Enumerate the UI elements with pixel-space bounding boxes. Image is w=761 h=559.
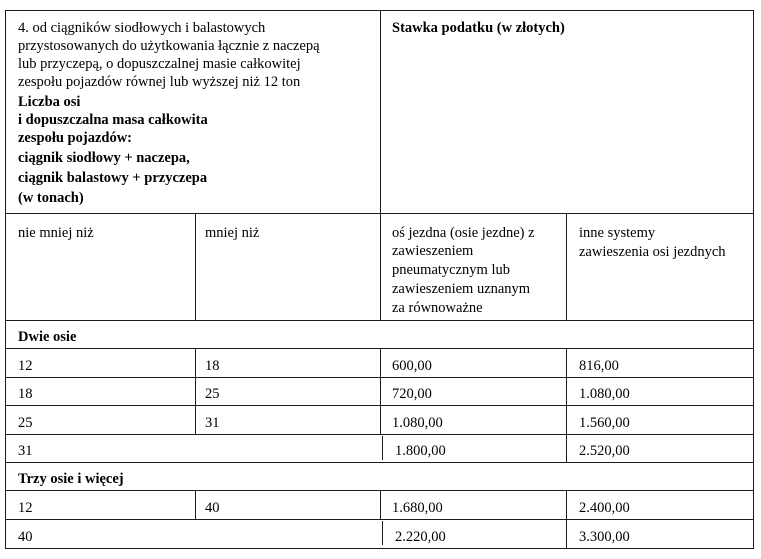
axles-heading-line: zespołu pojazdów: xyxy=(18,130,132,146)
grid-line xyxy=(380,10,381,320)
cell-min: 12 xyxy=(18,358,33,374)
intro-line: zespołu pojazdów równej lub wyższej niż 12 ton xyxy=(18,74,301,90)
col-other-line: zawieszenia osi jezdnych xyxy=(579,244,726,260)
group-title: Dwie osie xyxy=(18,329,77,345)
intro-line: przystosowanych do użytkowania łącznie z naczepą xyxy=(18,38,320,54)
cell-max: 40 xyxy=(205,500,220,516)
cell-pneumatic: 1.680,00 xyxy=(392,500,443,516)
col-pneumatic-line: za równoważne xyxy=(392,300,483,316)
cell-other: 2.520,00 xyxy=(579,443,630,459)
cell-pneumatic: 600,00 xyxy=(392,358,432,374)
cell-max: 18 xyxy=(205,358,220,374)
col-pneumatic-line: zawieszeniem xyxy=(392,243,474,259)
grid-line xyxy=(566,348,567,462)
grid-line xyxy=(5,548,754,549)
cell-pneumatic: 1.080,00 xyxy=(392,415,443,431)
rate-heading: Stawka podatku (w złotych) xyxy=(392,20,565,36)
cell-pneumatic: 720,00 xyxy=(392,386,432,402)
cell-pneumatic: 1.800,00 xyxy=(395,443,446,459)
col-pneumatic-line: zawieszeniem uznanym xyxy=(392,281,531,297)
cell-min: 25 xyxy=(18,415,33,431)
grid-line xyxy=(380,490,381,519)
cell-other: 3.300,00 xyxy=(579,529,630,545)
col-max-heading: mniej niż xyxy=(205,225,260,241)
cell-min: 40 xyxy=(18,529,33,545)
grid-line xyxy=(380,348,381,434)
col-other-line: inne systemy xyxy=(579,225,656,241)
grid-line xyxy=(5,10,6,548)
axles-heading-line: ciągnik siodłowy + naczepa, xyxy=(18,150,190,166)
grid-line xyxy=(195,213,196,320)
grid-line xyxy=(5,320,754,321)
cell-min: 31 xyxy=(18,443,33,459)
grid-line xyxy=(5,462,754,463)
cell-min: 12 xyxy=(18,500,33,516)
axles-heading-line: Liczba osi xyxy=(18,94,81,110)
cell-min: 18 xyxy=(18,386,33,402)
grid-line xyxy=(5,434,754,435)
grid-line xyxy=(5,519,754,520)
cell-other: 2.400,00 xyxy=(579,500,630,516)
cell-other: 816,00 xyxy=(579,358,619,374)
axles-heading-line: i dopuszczalna masa całkowita xyxy=(18,112,208,128)
grid-line xyxy=(566,490,567,548)
cell-other: 1.560,00 xyxy=(579,415,630,431)
grid-line xyxy=(195,348,196,434)
grid-line xyxy=(382,521,383,545)
col-min-heading: nie mniej niż xyxy=(18,225,94,241)
grid-line xyxy=(382,436,383,460)
col-pneumatic-line: oś jezdna (osie jezdne) z xyxy=(392,225,535,241)
grid-line xyxy=(566,213,567,320)
intro-line: lub przyczepą, o dopuszczalnej masie całkowitej xyxy=(18,56,301,72)
cell-other: 1.080,00 xyxy=(579,386,630,402)
group-title: Trzy osie i więcej xyxy=(18,471,124,487)
cell-pneumatic: 2.220,00 xyxy=(395,529,446,545)
grid-line xyxy=(753,10,754,548)
grid-line xyxy=(195,490,196,519)
axles-heading-line: ciągnik balastowy + przyczepa xyxy=(18,170,208,186)
cell-max: 31 xyxy=(205,415,220,431)
unit-line: (w tonach) xyxy=(18,190,84,206)
intro-line: 4. od ciągników siodłowych i balastowych xyxy=(18,20,266,36)
col-pneumatic-line: pneumatycznym lub xyxy=(392,262,510,278)
cell-max: 25 xyxy=(205,386,220,402)
